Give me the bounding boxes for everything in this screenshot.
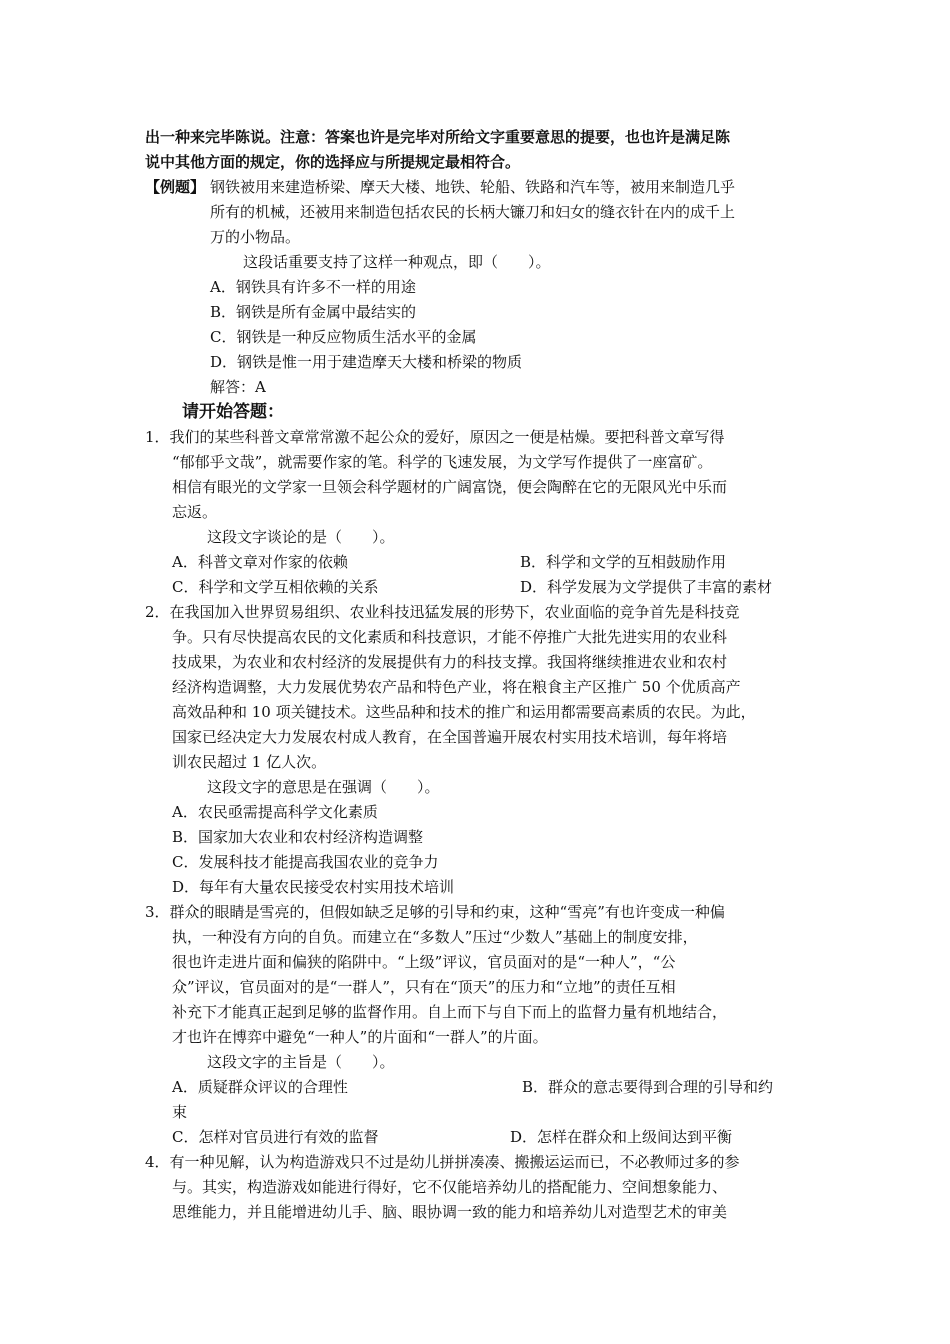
question-4-text-line: 思维能力，并且能增进幼儿手、脑、眼协调一致的能力和培养幼儿对造型艺术的审美 <box>172 1203 728 1221</box>
intro-line: 说中其他方面的规定，你的选择应与所提规定最相符合。 <box>145 153 521 171</box>
question-1-text-line: 相信有眼光的文学家一旦领会科学题材的广阔富饶，便会陶醉在它的无限风光中乐而 <box>172 478 728 496</box>
question-3-option-c: C．怎样对官员进行有效的监督 <box>172 1128 379 1146</box>
question-2-text-line: 技成果，为农业和农村经济的发展提供有力的科技支撑。我国将继续推进农业和农村 <box>172 653 728 671</box>
question-2-option-b: B．国家加大农业和农村经济构造调整 <box>172 828 424 846</box>
question-1-option-c: C．科学和文学互相依赖的关系 <box>172 578 379 596</box>
question-3-option-a: A．质疑群众评议的合理性 <box>172 1078 348 1096</box>
start-heading: 请开始答题： <box>182 402 284 422</box>
question-3-text-line: 才也许在博弈中避免“一种人”的片面和“一群人”的片面。 <box>172 1028 548 1046</box>
example-option: C．钢铁是一种反应物质生活水平的金属 <box>210 328 477 346</box>
question-2-prompt: 这段文字的意思是在强调（ ）。 <box>207 778 440 796</box>
question-2-text-line: 2．在我国加入世界贸易组织、农业科技迅猛发展的形势下，农业面临的竞争首先是科技竞 <box>145 603 740 621</box>
example-text-line: 万的小物品。 <box>210 228 301 246</box>
question-1-text-line: “郁郁乎文哉”，就需要作家的笔。科学的飞速发展，为文学写作提供了一座富矿。 <box>172 453 713 471</box>
question-1-text-line: 1．我们的某些科普文章常常激不起公众的爱好，原因之一便是枯燥。要把科普文章写得 <box>145 428 725 446</box>
question-3-option-b: B．群众的意志要得到合理的引导和约 <box>522 1078 774 1096</box>
example-option: D．钢铁是惟一用于建造摩天大楼和桥梁的物质 <box>210 353 523 371</box>
question-3-option-b-wrap: 束 <box>172 1103 188 1121</box>
question-3-text-line: 众”评议，官员面对的是“一群人”，只有在“顶天”的压力和“立地”的责任互相 <box>172 978 676 996</box>
intro-line: 出一种来完毕陈说。注意：答案也许是完毕对所给文字重要意思的提要，也也许是满足陈 <box>145 128 731 146</box>
question-3-text-line: 3．群众的眼睛是雪亮的，但假如缺乏足够的引导和约束，这种“雪亮”有也许变成一种偏 <box>145 903 725 921</box>
example-tag: 【例题】 <box>145 178 206 196</box>
question-3-text-line: 补充下才能真正起到足够的监督作用。自上而下与自下而上的监督力量有机地结合， <box>172 1003 728 1021</box>
example-option: A．钢铁具有许多不一样的用途 <box>210 278 416 296</box>
question-2-option-c: C．发展科技才能提高我国农业的竞争力 <box>172 853 439 871</box>
example-question: 这段话重要支持了这样一种观点，即（ ）。 <box>243 253 551 271</box>
question-4-text-line: 4．有一种见解，认为构造游戏只不过是幼儿拼拼凑凑、搬搬运运而已，不必教师过多的参 <box>145 1153 740 1171</box>
question-2-text-line: 训农民超过 1 亿人次。 <box>172 753 327 771</box>
question-1-option-a: A．科普文章对作家的依赖 <box>172 553 348 571</box>
example-text-line: 钢铁被用来建造桥梁、摩天大楼、地铁、轮船、铁路和汽车等，被用来制造几乎 <box>210 178 736 196</box>
question-3-prompt: 这段文字的主旨是（ ）。 <box>207 1053 395 1071</box>
question-2-text-line: 争。只有尽快提高农民的文化素质和科技意识，才能不停推广大批先进实用的农业科 <box>172 628 728 646</box>
question-1-option-d: D．科学发展为文学提供了丰富的素材 <box>520 578 773 596</box>
example-option: B．钢铁是所有金属中最结实的 <box>210 303 417 321</box>
question-1-option-b: B．科学和文学的互相鼓励作用 <box>520 553 727 571</box>
question-3-text-line: 很也许走进片面和偏狭的陷阱中。“上级”评议，官员面对的是“一种人”，“公 <box>172 953 676 971</box>
question-3-text-line: 执，一种没有方向的自负。而建立在“多数人”压过“少数人”基础上的制度安排， <box>172 928 698 946</box>
question-3-option-d: D．怎样在群众和上级间达到平衡 <box>510 1128 733 1146</box>
question-1-text-line: 忘返。 <box>172 503 218 521</box>
question-1-prompt: 这段文字谈论的是（ ）。 <box>207 528 395 546</box>
question-4-text-line: 与。其实，构造游戏如能进行得好，它不仅能培养幼儿的搭配能力、空间想象能力、 <box>172 1178 728 1196</box>
example-answer: 解答：A <box>210 378 266 396</box>
question-2-text-line: 国家已经决定大力发展农村成人教育，在全国普遍开展农村实用技术培训，每年将培 <box>172 728 728 746</box>
question-2-text-line: 经济构造调整，大力发展优势农产品和特色产业，将在粮食主产区推广 50 个优质高产 <box>172 678 741 696</box>
question-2-option-d: D．每年有大量农民接受农村实用技术培训 <box>172 878 455 896</box>
question-2-text-line: 高效品种和 10 项关键技术。这些品种和技术的推广和运用都需要高素质的农民。为此， <box>172 703 756 721</box>
example-text-line: 所有的机械，还被用来制造包括农民的长柄大镰刀和妇女的缝衣针在内的成千上 <box>210 203 736 221</box>
question-2-option-a: A．农民亟需提高科学文化素质 <box>172 803 378 821</box>
